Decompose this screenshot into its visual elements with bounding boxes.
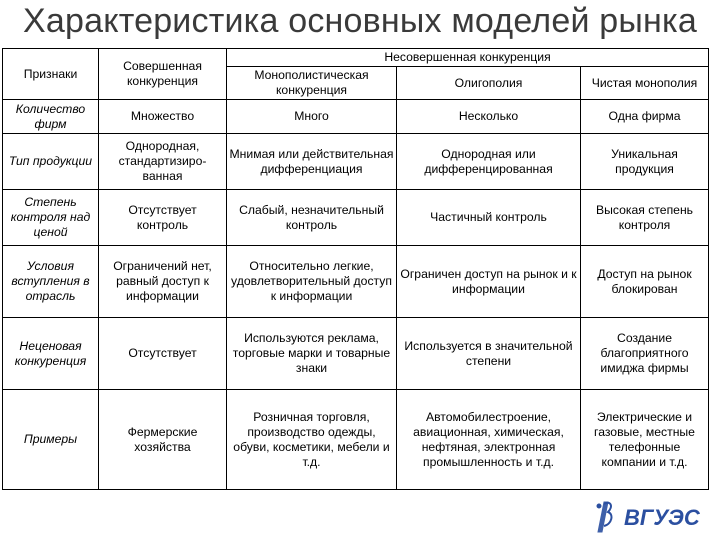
row-label: Тип продукции <box>3 134 99 190</box>
row-label: Неценовая конкуренция <box>3 318 99 390</box>
cell-oligopoly: Автомобилестроение, авиационная, химическая, нефтяная, электронная промышленность и т.д. <box>397 390 581 490</box>
vgues-logo <box>590 496 700 536</box>
cell-oligopoly: Ограничен доступ на рынок и к информации <box>397 246 581 318</box>
cell-oligopoly: Частичный контроль <box>397 190 581 246</box>
header-oligopoly: Олигополия <box>397 67 581 100</box>
market-models-table <box>2 48 709 490</box>
cell-monopoly: Создание благоприятного имиджа фирмы <box>581 318 709 390</box>
header-imperfect-competition: Несовершенная конкуренция <box>227 49 709 67</box>
cell-perfect: Однородная, стандартизиро-ванная <box>99 134 227 190</box>
table-row <box>3 134 709 190</box>
logo-emblem-icon <box>597 502 611 532</box>
cell-monopoly: Одна фирма <box>581 100 709 134</box>
cell-oligopoly: Несколько <box>397 100 581 134</box>
cell-perfect: Отсутствует <box>99 318 227 390</box>
table-row <box>3 246 709 318</box>
cell-perfect: Отсутствует контроль <box>99 190 227 246</box>
cell-monopolistic: Относительно легкие, удовлетворительный доступ к информации <box>227 246 397 318</box>
header-perfect-competition: Совершенная конкуренция <box>99 49 227 100</box>
header-criteria: Признаки <box>3 49 99 100</box>
row-label: Количество фирм <box>3 100 99 134</box>
table-row <box>3 100 709 134</box>
cell-monopolistic: Используются реклама, торговые марки и товарные знаки <box>227 318 397 390</box>
cell-oligopoly: Используется в значительной степени <box>397 318 581 390</box>
cell-monopoly: Уникальная продукция <box>581 134 709 190</box>
cell-monopoly: Электрические и газовые, местные телефонные компании и т.д. <box>581 390 709 490</box>
page-title: Характеристика основных моделей рынка <box>23 2 697 40</box>
cell-monopolistic: Много <box>227 100 397 134</box>
cell-monopolistic: Слабый, незначительный контроль <box>227 190 397 246</box>
table-row <box>3 390 709 490</box>
cell-monopolistic: Мнимая или действительная дифференциация <box>227 134 397 190</box>
row-label: Степень контроля над ценой <box>3 190 99 246</box>
cell-perfect: Фермерские хозяйства <box>99 390 227 490</box>
table-row <box>3 318 709 390</box>
cell-perfect: Ограничений нет, равный доступ к информации <box>99 246 227 318</box>
cell-monopolistic: Розничная торговля, производство одежды, обуви, косметики, мебели и т.д. <box>227 390 397 490</box>
table-row <box>3 190 709 246</box>
cell-oligopoly: Однородная или дифференцированная <box>397 134 581 190</box>
header-pure-monopoly: Чистая монополия <box>581 67 709 100</box>
header-monopolistic-competition: Монополистическая конкуренция <box>227 67 397 100</box>
row-label: Условия вступления в отрасль <box>3 246 99 318</box>
cell-perfect: Множество <box>99 100 227 134</box>
cell-monopoly: Высокая степень контроля <box>581 190 709 246</box>
row-label: Примеры <box>3 390 99 490</box>
cell-monopoly: Доступ на рынок блокирован <box>581 246 709 318</box>
logo-text: ВГУЭС <box>624 505 700 530</box>
